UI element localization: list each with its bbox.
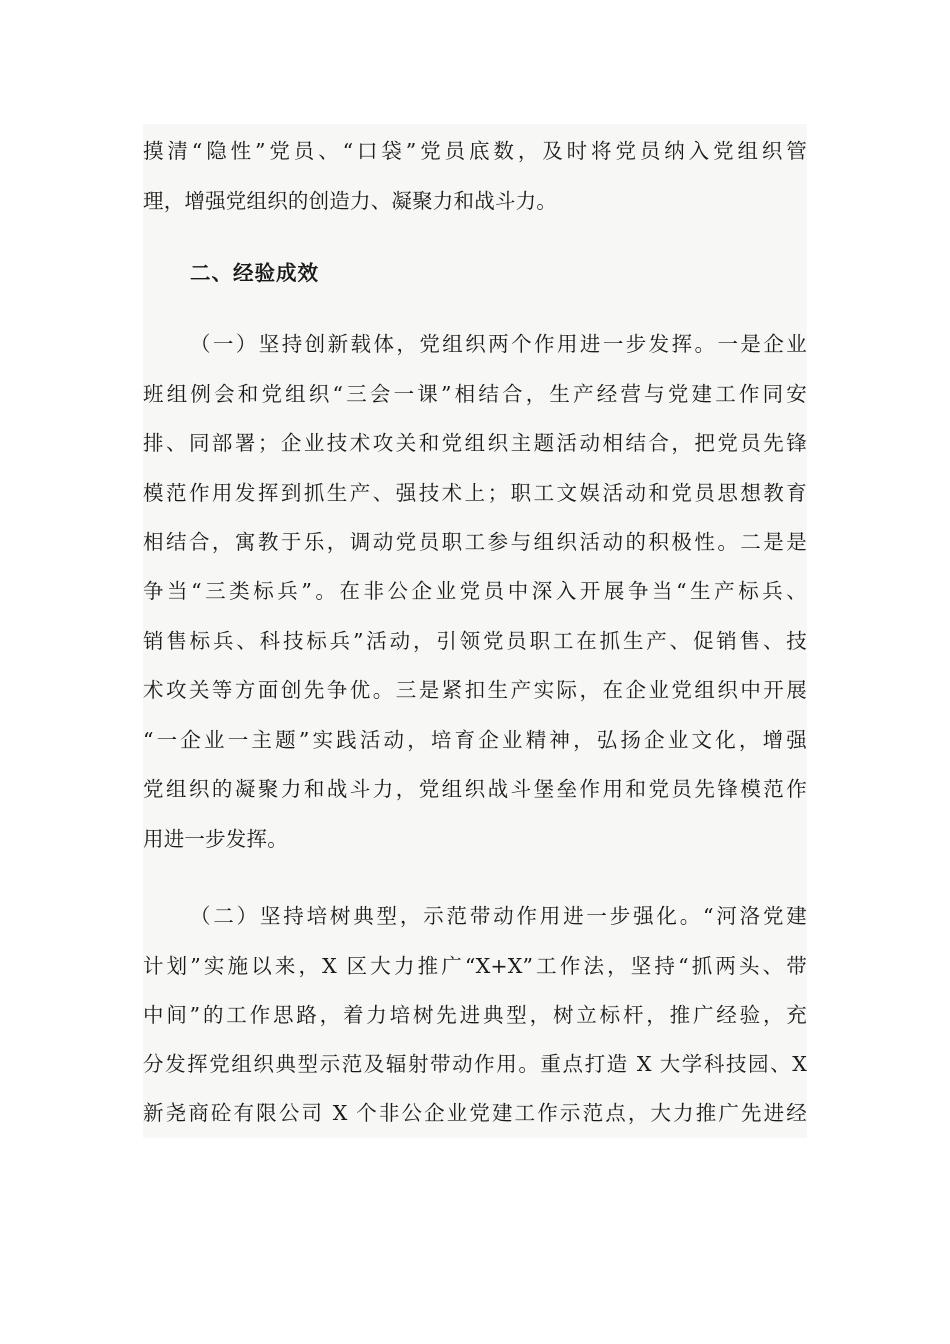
paragraph-line: 摸清“隐性”党员、“口袋”党员底数，及时将党员纳入党组织管 (143, 139, 807, 163)
document-page (143, 124, 807, 1138)
paragraph-line: 分发挥党组织典型示范及辐射带动作用。重点打造 X 大学科技园、X (143, 1052, 807, 1076)
paragraph-line: 理，增强党组织的创造力、凝聚力和战斗力。 (143, 189, 557, 213)
paragraph-line: 新尧商砼有限公司 X 个非公企业党建工作示范点，大力推广先进经 (143, 1101, 807, 1125)
paragraph-line: 中间”的工作思路，着力培树先进典型，树立标杆，推广经验，充 (143, 1003, 807, 1027)
paragraph-line: 相结合，寓教于乐，调动党员职工参与组织活动的积极性。二是是 (143, 530, 807, 554)
paragraph-line: （二）坚持培树典型，示范带动作用进一步强化。“河洛党建 (190, 904, 807, 928)
paragraph-line: （一）坚持创新载体，党组织两个作用进一步发挥。一是企业 (190, 332, 807, 356)
section-heading: 二、经验成效 (190, 261, 319, 285)
paragraph-line: 销售标兵、科技标兵”活动，引领党员职工在抓生产、促销售、技 (143, 629, 807, 653)
paragraph-line: 党组织的凝聚力和战斗力，党组织战斗堡垒作用和党员先锋模范作 (143, 777, 807, 801)
paragraph-line: 排、同部署；企业技术攻关和党组织主题活动相结合，把党员先锋 (143, 431, 807, 455)
paragraph-line: “一企业一主题”实践活动，培育企业精神，弘扬企业文化，增强 (143, 728, 807, 752)
paragraph-line: 模范作用发挥到抓生产、强技术上；职工文娱活动和党员思想教育 (143, 481, 807, 505)
paragraph-line: 争当“三类标兵”。在非公企业党员中深入开展争当“生产标兵、 (143, 579, 807, 603)
paragraph-line: 术攻关等方面创先争优。三是紧扣生产实际，在企业党组织中开展 (143, 678, 807, 702)
paragraph-line: 班组例会和党组织“三会一课”相结合，生产经营与党建工作同安 (143, 382, 807, 406)
paragraph-line: 用进一步发挥。 (143, 827, 288, 851)
paragraph-line: 计划”实施以来，X 区大力推广“X+X”工作法，坚持“抓两头、带 (143, 954, 807, 978)
